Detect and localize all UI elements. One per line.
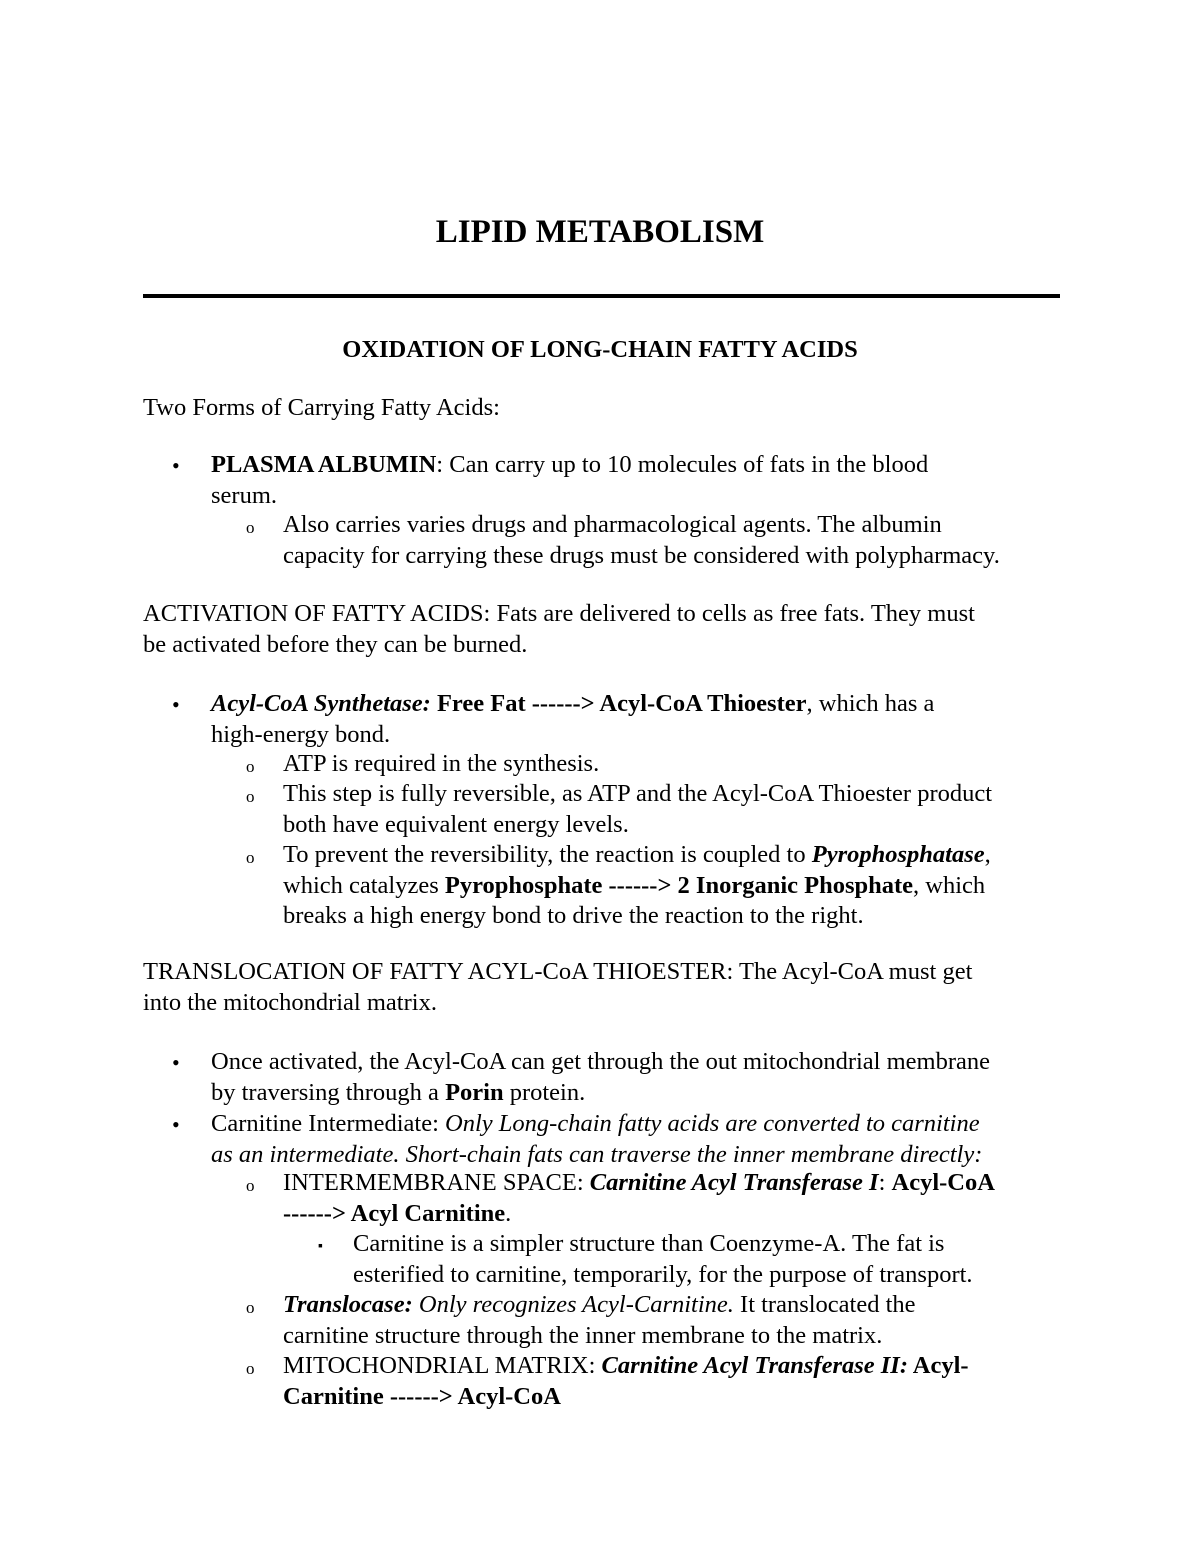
pyro-comma: , [984,841,991,868]
cat2-reaction: Acyl- [908,1352,969,1379]
porin-bullet [211,1047,1071,1108]
synthetase-cont: high-energy bond. [211,720,391,748]
carnitine-note: as an intermediate. Short-chain fats can traverse the inner membrane directly: [211,1140,983,1168]
pyro-text: which catalyzes [283,871,445,899]
pyrophosphatase-enzyme: Pyrophosphatase [811,841,985,868]
reversible-line: This step is fully reversible, as ATP and the Acyl-CoA Thioester product [283,780,993,807]
activation-line: ACTIVATION OF FATTY ACIDS: Fats are delivered to cells as free fats. They must [143,600,975,627]
porin-line: by traversing through a [211,1078,446,1106]
bullet-circle-icon: o [246,518,255,537]
translocase-text: It translocated the [733,1291,916,1318]
albumin-text-cont: serum. [211,481,277,509]
porin-term: Porin [445,1078,504,1106]
atp-subbullet: ATP is required in the synthesis. [283,750,600,777]
translocation-line: into the mitochondrial matrix. [143,988,437,1016]
porin-line: protein. [503,1078,586,1106]
albumin-text: : Can carry up to 10 molecules of fats in the blood [436,451,929,478]
cat2-enzyme: Carnitine Acyl Transferase II: [601,1352,908,1379]
pyro-text: , which [913,871,986,899]
translocase-text: carnitine structure through the inner membrane to the matrix. [283,1321,883,1349]
intermembrane-label: INTERMEMBRANE SPACE: [283,1169,590,1196]
pyro-text: To prevent the reversibility, the reaction is coupled to [283,841,812,868]
bullet-square-icon: ▪ [318,1239,323,1254]
translocation-line: TRANSLOCATION OF FATTY ACYL-CoA THIOESTER: The Acyl-CoA must get [143,958,973,985]
porin-line: Once activated, the Acyl-CoA can get through the out mitochondrial membrane [211,1048,990,1075]
bullet-circle-icon: o [246,1359,255,1378]
bullet-circle-icon: o [246,1176,255,1195]
carnitine-structure-line: esterified to carnitine, temporarily, for the purpose of transport. [353,1260,973,1288]
intermembrane-period: . [505,1199,512,1227]
translocase-subbullet [283,1290,1073,1351]
carnitine-intro: Carnitine Intermediate: [211,1110,446,1137]
albumin-subbullet [283,510,1073,571]
bullet-disc-icon: • [172,453,180,478]
bullet-circle-icon: o [246,757,255,776]
bullet-circle-icon: o [246,1298,255,1317]
cat2-reaction: Carnitine ------> Acyl-CoA [283,1382,561,1410]
translocase-enzyme: Translocase: [283,1291,413,1318]
bullet-circle-icon: o [246,787,255,806]
pyrophosphatase-subbullet [283,840,1073,932]
cat1-reaction: ------> Acyl Carnitine [283,1199,506,1227]
reversible-subbullet [283,779,1073,840]
reversible-line: both have equivalent energy levels. [283,810,629,838]
translocation-paragraph [143,957,1060,1018]
cat1-reaction: Acyl-CoA [891,1169,995,1196]
document-title: LIPID METABOLISM [435,214,765,250]
intermembrane-colon: : [878,1169,892,1196]
synthetase-tail: , which has a [806,690,935,717]
albumin-bullet [211,450,1071,511]
bullet-circle-icon: o [246,848,255,867]
matrix-subbullet [283,1351,1073,1412]
albumin-sub-line: capacity for carrying these drugs must be considered with polypharmacy. [283,541,1000,569]
activation-paragraph [143,599,1060,660]
albumin-sub-line: Also carries varies drugs and pharmacological agents. The albumin [283,511,942,538]
matrix-label: MITOCHONDRIAL MATRIX: [283,1352,602,1379]
carnitine-note: Only Long-chain fatty acids are converted to carnitine [445,1110,980,1137]
carnitine-bullet [211,1109,1071,1170]
title-divider [143,294,1060,298]
bullet-disc-icon: • [172,1112,180,1137]
synthetase-bullet [211,689,1071,750]
albumin-term: PLASMA ALBUMIN [211,451,437,478]
pyrophosphate-reaction: Pyrophosphate ------> 2 Inorganic Phosphate [444,871,914,899]
intermembrane-subbullet [283,1168,1073,1229]
cat1-enzyme: Carnitine Acyl Transferase I [589,1169,879,1196]
pyro-text: breaks a high energy bond to drive the reaction to the right. [283,902,864,929]
intro-text: Two Forms of Carrying Fatty Acids: [143,394,500,421]
bullet-disc-icon: • [172,1050,180,1075]
activation-line: be activated before they can be burned. [143,630,528,658]
carnitine-structure-subbullet [353,1229,1063,1290]
carnitine-structure-line: Carnitine is a simpler structure than Coenzyme-A. The fat is [353,1230,945,1257]
bullet-disc-icon: • [172,692,180,717]
translocase-note: Only recognizes Acyl-Carnitine. [412,1291,734,1318]
section-title: OXIDATION OF LONG-CHAIN FATTY ACIDS [342,336,858,363]
synthetase-reaction: Free Fat ------> Acyl-CoA Thioester [436,690,807,717]
synthetase-enzyme: Acyl-CoA Synthetase: [211,690,431,717]
